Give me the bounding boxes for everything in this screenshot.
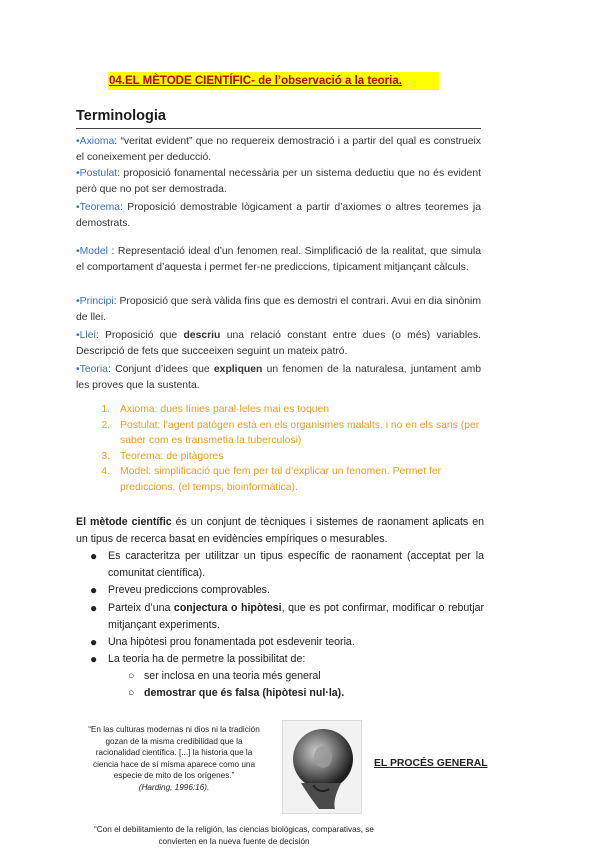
sub-bullet-text: ser inclosa en una teoria més general: [144, 670, 321, 682]
method-text: és un conjunt de tècniques i sistemes de raonament aplicats en un tipus de recerca basat en evidències empíriques o mesurables.: [76, 516, 484, 545]
list-text: Model: simplificació que fem per tal d’explicar un fenomen. Permet fer prediccions. (el temps, bioinformàtica).: [120, 466, 442, 493]
bullet-item: [90, 634, 484, 651]
bullet-icon: ●: [90, 652, 98, 666]
method-lead: El mètode científic: [76, 516, 172, 528]
bullet-icon: ●: [90, 601, 98, 615]
quote-text: “En las culturas modernas ni dios ni la tradición gozan de la misma credibilidad que la racionalidad científica. [...] la historia que la ciencia hace de sí misma aparece como una especie de mito de los orígenes.”: [88, 725, 260, 780]
method-paragraph: [76, 514, 484, 547]
bullet-bold: conjectura o hipòtesi: [173, 602, 282, 614]
term-label: •Teorema: [76, 202, 121, 213]
term-bold: descriu: [183, 330, 221, 341]
term-model: [76, 244, 481, 276]
term-text: : Proposició que: [95, 330, 184, 341]
reflecting-sphere-image: [282, 720, 362, 814]
bullet-item: [90, 651, 484, 668]
numbered-notes: [90, 402, 482, 495]
term-label: •Axioma: [76, 136, 115, 147]
quote-text: “Con el debilitamiento de la religión, las ciencias biológicas, comparativas, se convierten en la nueva fuente de decisión: [94, 825, 374, 846]
term-text: : Conjunt d’idees que: [107, 364, 214, 375]
heading-rule: [76, 128, 481, 129]
quote-religion: [84, 824, 384, 847]
bullet-text: Una hipòtesi prou fonamentada pot esdevenir teoria.: [108, 636, 355, 648]
term-text: un fenomen de la naturalesa, juntament amb les proves que la sustenta.: [76, 364, 481, 391]
term-label: •Postulat: [76, 168, 118, 179]
term-text: una relació constant entre dues (o més) variables. Descripció de fets que succeeixen seguint un mateix patró.: [76, 330, 481, 357]
bullet-icon: ●: [90, 583, 98, 597]
term-label: •Model: [76, 246, 108, 257]
bullet-text: La teoria ha de permetre la possibilitat de:: [108, 653, 306, 665]
list-number: 2.: [101, 419, 110, 431]
list-text: Postulat: l’agent patògen està en els organismes malalts. i no en els sans (per saber com es transmetia la tuberculosi): [120, 419, 480, 446]
term-teorema: [76, 200, 481, 232]
bullet-text: Es caracteritza per utilitzar un tipus específic de raonament (acceptat per la comunitat científica).: [108, 550, 484, 579]
list-item: [90, 449, 482, 465]
term-label: •Principi: [76, 296, 114, 307]
term-bold: expliquen: [213, 364, 263, 375]
term-text: : Proposició que serà vàlida fins que es demostri el contrari. Avui en dia sinònim de llei.: [76, 296, 481, 323]
page-title: 04.EL MÈTODE CIENTÍFIC- de l’observació a la teoria.: [108, 72, 439, 90]
term-label: •Llei: [76, 330, 96, 341]
bullet-text-part: Parteix d’una: [108, 602, 174, 614]
sub-bullet-item: [128, 668, 321, 685]
list-text: Teorema: de pitàgores: [120, 450, 224, 462]
list-number: 1.: [101, 404, 110, 415]
bullet-icon: ●: [90, 635, 98, 649]
bullet-text: Preveu prediccions comprovables.: [108, 584, 270, 596]
bullet-text-part: , que es pot confirmar, modificar o rebutjar mitjançant experiments.: [108, 602, 485, 631]
list-item: [90, 418, 482, 449]
quote-harding: [84, 724, 264, 793]
list-item: [90, 402, 482, 418]
term-text: : proposició fonamental necessària per un sistema deductiu que no és evident però que no pot ser demostrada.: [76, 168, 481, 195]
term-llei: [76, 328, 481, 360]
term-teoria: [76, 362, 481, 394]
bullet-item: [90, 600, 484, 633]
bullet-text: [90, 600, 484, 633]
list-number: 3.: [101, 450, 110, 462]
section-heading-terminologia: Terminologia: [76, 108, 166, 124]
term-axioma: [76, 134, 481, 166]
circle-bullet-icon: ○: [128, 687, 135, 699]
circle-bullet-icon: ○: [128, 670, 135, 682]
term-text: : Proposició demostrable lògicament a partir d’axiomes o altres teoremes ja demostrats.: [76, 202, 481, 229]
list-item: [90, 464, 482, 495]
list-number: 4.: [101, 466, 110, 477]
bullet-icon: ●: [90, 549, 98, 563]
term-text: : “veritat evident” que no requereix demostració i a partir del qual es construeix el coneixement per deducció.: [76, 136, 481, 163]
quote-citation: (Harding, 1996:16).: [138, 782, 210, 792]
term-label: •Teoria: [76, 364, 108, 375]
bullet-item: [90, 582, 484, 599]
term-postulat: [76, 166, 481, 198]
term-text: : Representació ideal d’un fenomen real. Simplificació de la realitat, que simula el comportament d’aquesta i permet fer-ne prediccions, típicament mitjançant càlculs.: [76, 246, 481, 273]
sphere-illustration-icon: [283, 721, 361, 813]
term-principi: [76, 294, 481, 326]
process-heading: EL PROCÉS GENERAL: [374, 758, 488, 769]
sub-bullet-text: demostrar que és falsa (hipòtesi nul·la).: [144, 687, 345, 699]
list-text: Axioma: dues línies paral·leles mai es toquen: [120, 404, 330, 415]
sub-bullet-item: [128, 685, 344, 702]
bullet-item: [90, 548, 484, 581]
